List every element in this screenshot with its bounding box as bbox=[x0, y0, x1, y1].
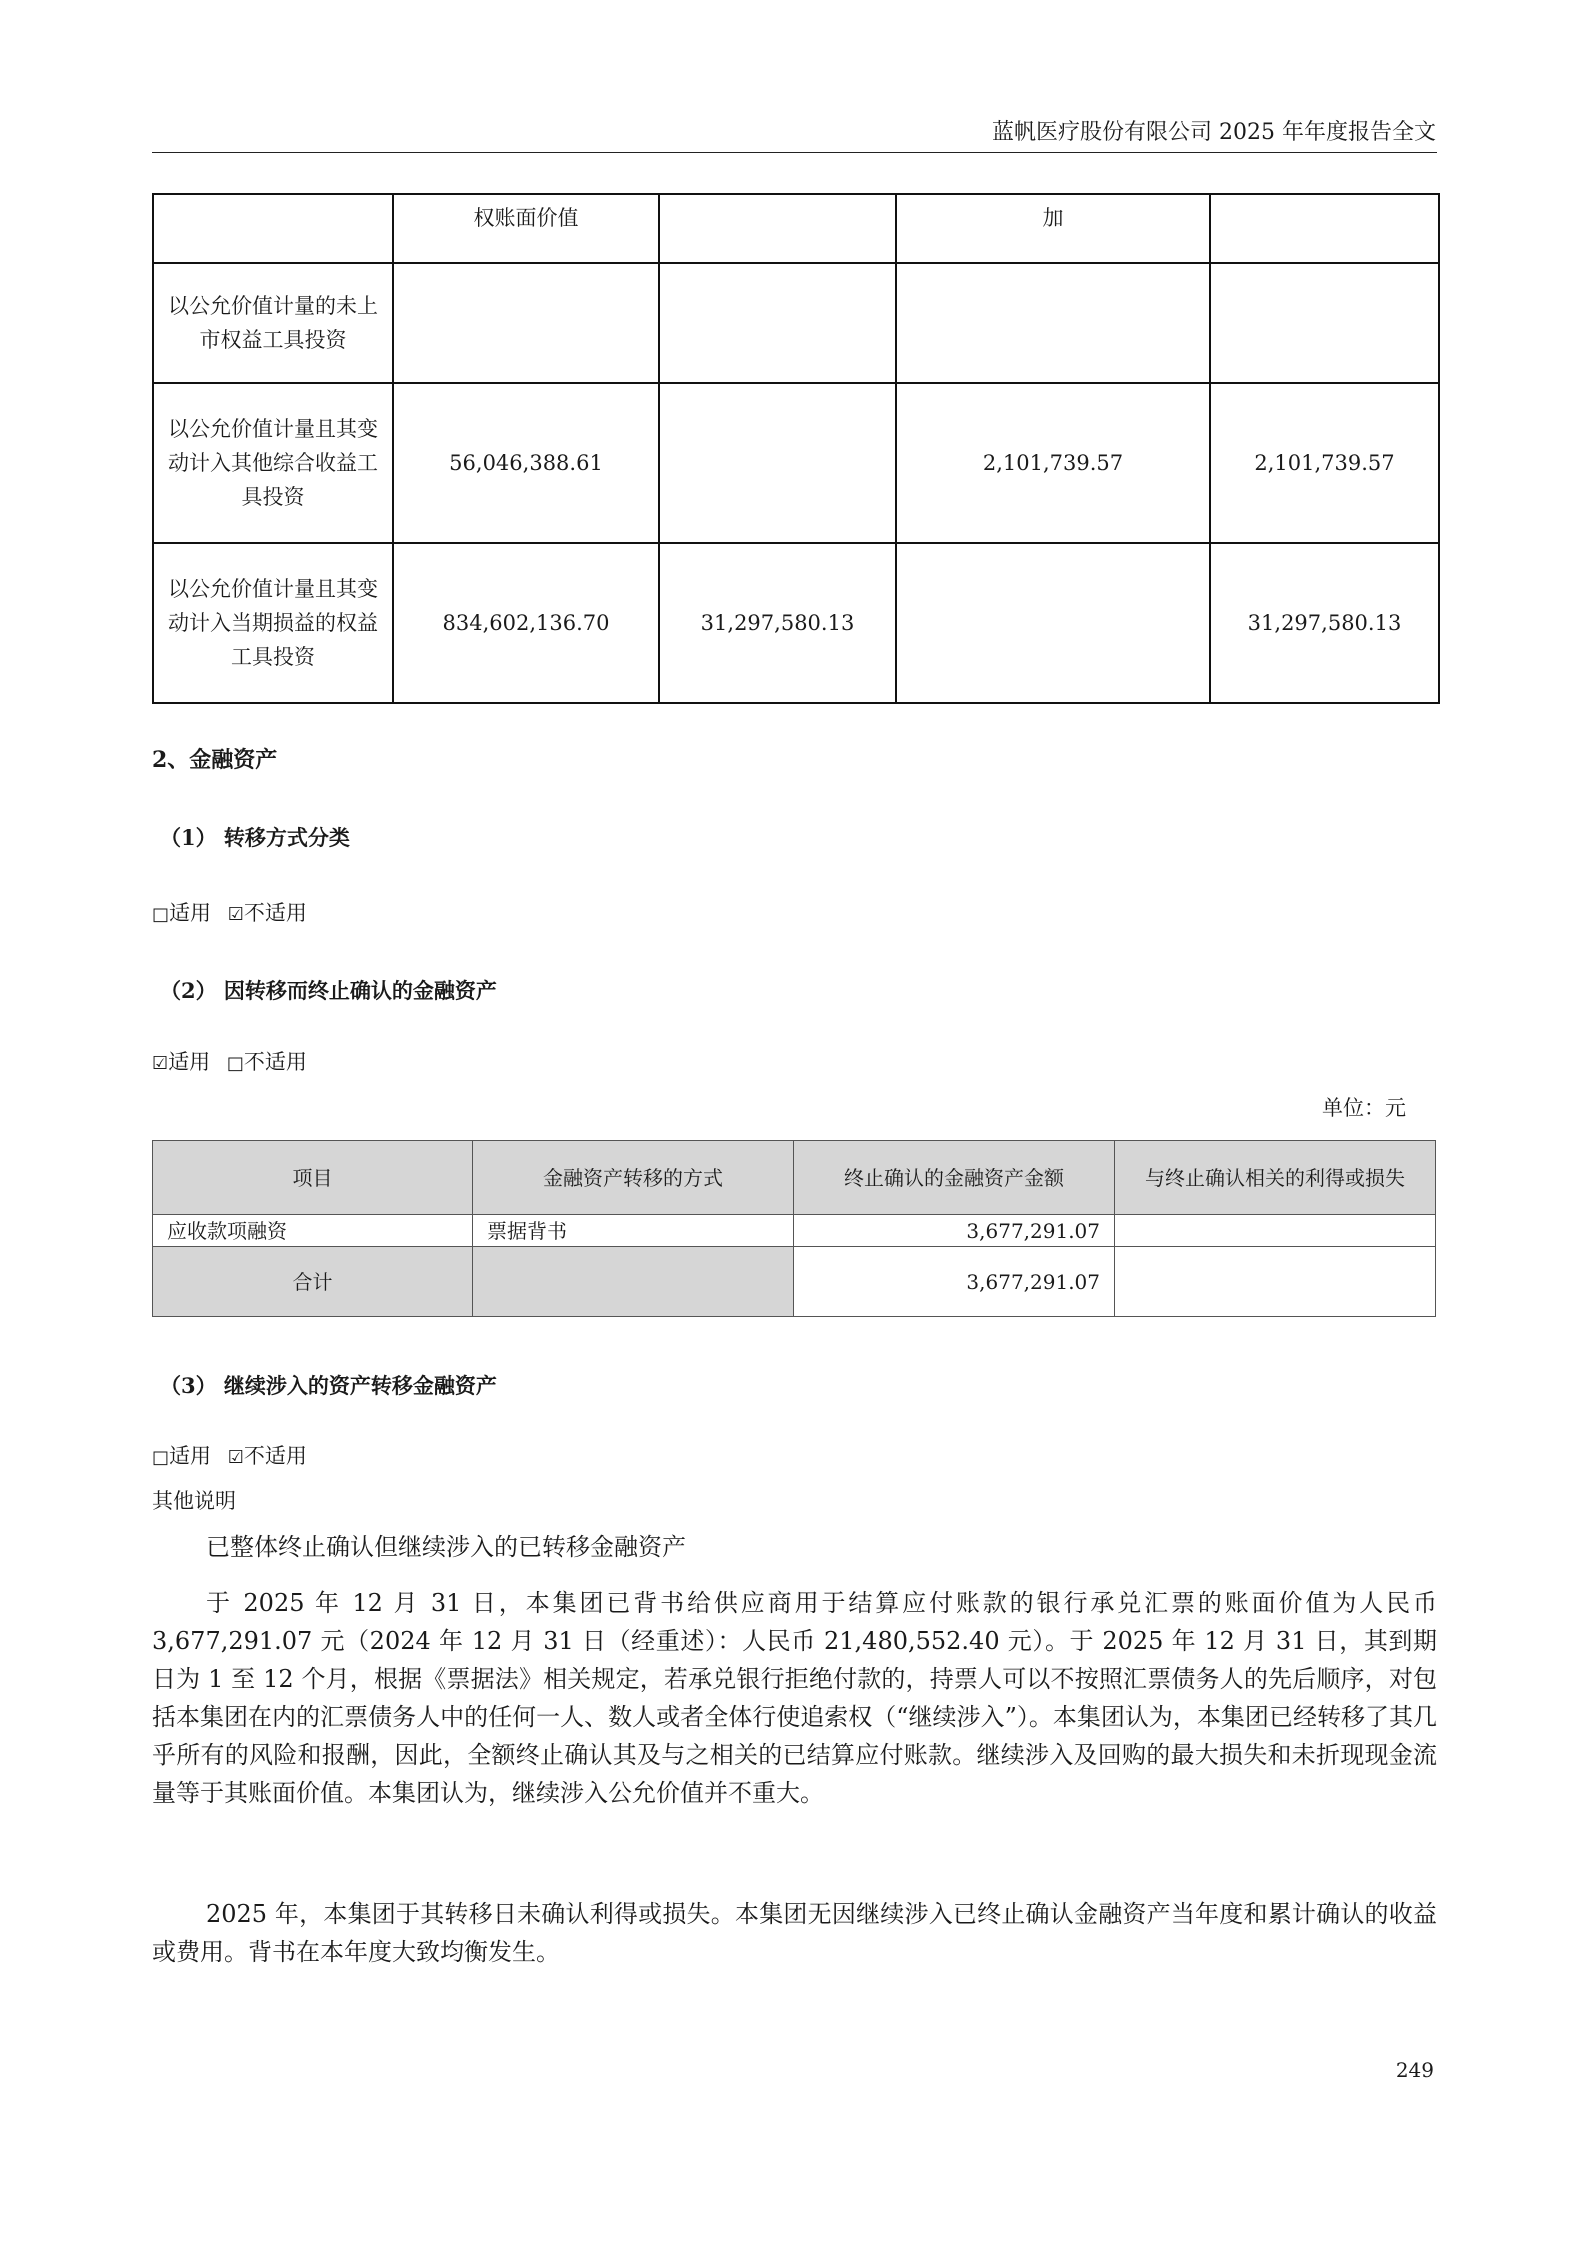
column-header: 金融资产转移的方式 bbox=[473, 1141, 794, 1215]
table-cell bbox=[659, 383, 896, 543]
table-cell: 834,602,136.70 bbox=[393, 543, 659, 703]
table-cell bbox=[659, 263, 896, 383]
total-method-cell bbox=[473, 1247, 794, 1317]
unit-label: 单位：元 bbox=[1322, 1096, 1406, 1120]
checkbox-checked-icon: ☑ bbox=[227, 904, 244, 925]
table-cell bbox=[1210, 194, 1439, 263]
column-header: 终止确认的金融资产金额 bbox=[794, 1141, 1115, 1215]
table-cell: 2,101,739.57 bbox=[896, 383, 1210, 543]
section-title: 2、金融资产 bbox=[152, 747, 278, 773]
page-number: 249 bbox=[1395, 2058, 1434, 2082]
table-cell: 56,046,388.61 bbox=[393, 383, 659, 543]
applicable-label: 适用 bbox=[169, 901, 212, 925]
paragraph: 于 2025 年 12 月 31 日，本集团已背书给供应商用于结算应付账款的银行承兑汇票的账面价值为人民币 3,677,291.07 元（2024 年 12 月 31 日（经重述）：人民币 21,480,552.40 元）。于 2025 年 12 月 31 日，其到期日为 1 至 12 个月，根据《票据法》相关规定，若承兑银行拒绝付款的，持票人可以不按照汇票债务人的先后顺序，对包括本集团在内的汇票债务人中的任何一人、数人或者全体行使追索权（“继续涉入”）。本集团认为，本集团已经转移了其几乎所有的风险和报酬，因此，全额终止确认其及与之相关的已结算应付账款。继续涉入及回购的最大损失和未折现现金流量等于其账面价值。本集团认为，继续涉入公允价值并不重大。 bbox=[152, 1589, 1437, 1807]
table-cell: 权账面价值 bbox=[393, 194, 659, 263]
table-row bbox=[153, 543, 1439, 703]
fair-value-table bbox=[152, 193, 1440, 704]
row-label: 以公允价值计量的未上市权益工具投资 bbox=[153, 263, 393, 383]
column-header: 项目 bbox=[153, 1141, 473, 1215]
table-cell: 加 bbox=[896, 194, 1210, 263]
amount-cell: 3,677,291.07 bbox=[794, 1215, 1115, 1247]
table-header-row bbox=[153, 1141, 1436, 1215]
subsection-title-2: （2） 因转移而终止确认的金融资产 bbox=[160, 978, 497, 1003]
applicability-1 bbox=[152, 897, 307, 927]
paragraph: 2025 年，本集团于其转移日未确认利得或损失。本集团无因继续涉入已终止确认金融资产当年度和累计确认的收益或费用。背书在本年度大致均衡发生。 bbox=[152, 1900, 1437, 1966]
checkbox-checked-icon: ☑ bbox=[227, 1447, 244, 1468]
checkbox-unchecked-icon: □ bbox=[226, 1053, 244, 1074]
subsection-title-3: （3） 继续涉入的资产转移金融资产 bbox=[160, 1373, 497, 1398]
applicable-label: 适用 bbox=[168, 1050, 211, 1074]
not-applicable-label: 不适用 bbox=[243, 901, 307, 925]
total-row bbox=[153, 1247, 1436, 1317]
row-label: 以公允价值计量且其变动计入当期损益的权益工具投资 bbox=[153, 543, 393, 703]
total-gain-loss-cell bbox=[1115, 1247, 1436, 1317]
checkbox-unchecked-icon: □ bbox=[152, 1447, 170, 1468]
report-header-title: 蓝帆医疗股份有限公司 2025 年年度报告全文 bbox=[992, 120, 1436, 145]
table-row bbox=[153, 263, 1439, 383]
gain-loss-cell bbox=[1115, 1215, 1436, 1247]
table-cell bbox=[153, 194, 393, 263]
other-notes-label: 其他说明 bbox=[152, 1489, 236, 1513]
header-divider bbox=[152, 152, 1437, 153]
table-cell: 31,297,580.13 bbox=[659, 543, 896, 703]
subsection-title-1: （1） 转移方式分类 bbox=[160, 825, 350, 850]
transferred-assets-table bbox=[152, 1140, 1436, 1317]
paragraph: 已整体终止确认但继续涉入的已转移金融资产 bbox=[206, 1533, 686, 1561]
table-cell bbox=[896, 543, 1210, 703]
not-applicable-label: 不适用 bbox=[243, 1050, 307, 1074]
total-label: 合计 bbox=[153, 1247, 473, 1317]
table-cell bbox=[1210, 263, 1439, 383]
checkbox-unchecked-icon: □ bbox=[152, 904, 170, 925]
row-label: 以公允价值计量且其变动计入其他综合收益工具投资 bbox=[153, 383, 393, 543]
item-cell: 应收款项融资 bbox=[153, 1215, 473, 1247]
table-row bbox=[153, 1215, 1436, 1247]
total-amount-cell: 3,677,291.07 bbox=[794, 1247, 1115, 1317]
table-row bbox=[153, 383, 1439, 543]
column-header: 与终止确认相关的利得或损失 bbox=[1115, 1141, 1436, 1215]
table-cell: 31,297,580.13 bbox=[1210, 543, 1439, 703]
checkbox-checked-icon: ☑ bbox=[152, 1053, 169, 1074]
method-cell: 票据背书 bbox=[473, 1215, 794, 1247]
applicability-2 bbox=[152, 1046, 307, 1076]
table-cell bbox=[896, 263, 1210, 383]
applicable-label: 适用 bbox=[169, 1444, 212, 1468]
applicability-3 bbox=[152, 1440, 307, 1470]
not-applicable-label: 不适用 bbox=[243, 1444, 307, 1468]
table-cell bbox=[659, 194, 896, 263]
table-cell: 2,101,739.57 bbox=[1210, 383, 1439, 543]
table-header-row bbox=[153, 194, 1439, 263]
table-cell bbox=[393, 263, 659, 383]
